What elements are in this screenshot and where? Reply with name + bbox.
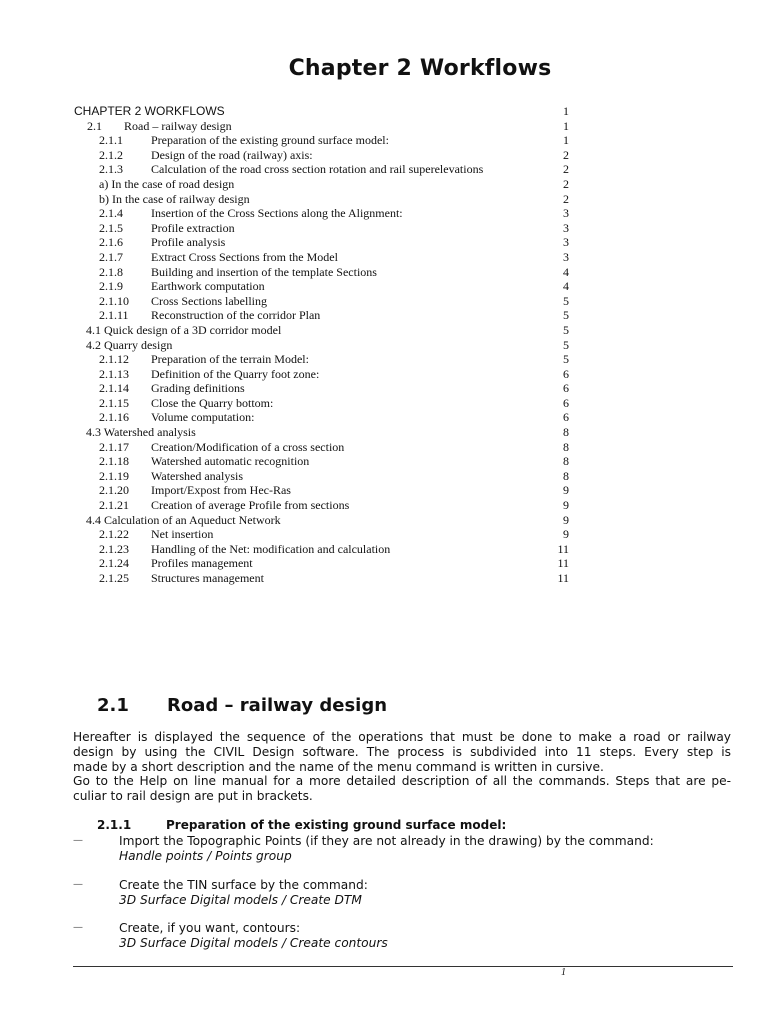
toc-entry-page: 1: [563, 118, 569, 133]
toc-entry-page: 5: [563, 352, 569, 367]
step-item: [73, 834, 733, 863]
toc-entry-title: Reconstruction of the corridor Plan: [151, 308, 321, 323]
subsection-heading: [97, 818, 506, 832]
toc-entry-title: Definition of the Quarry foot zone:: [151, 366, 320, 381]
toc-entry-number: 2.1.16: [99, 410, 129, 425]
toc-entry-page: 11: [557, 571, 569, 585]
toc-entry-page: 11: [557, 556, 569, 571]
toc-entry-number: 2.1.4: [99, 206, 123, 221]
toc-entry-page: 5: [563, 322, 569, 337]
toc-entry-title: Close the Quarry bottom:: [151, 395, 274, 410]
toc-entry-title: a) In the case of road design: [99, 176, 235, 191]
dash-bullet: —: [73, 835, 83, 846]
toc-entry-title: Watershed analysis: [151, 468, 244, 483]
toc-entry-number: 2.1.2: [99, 147, 123, 162]
toc-entry[interactable]: [0, 396, 768, 411]
toc-entry-title: Design of the road (railway) axis:: [151, 147, 313, 162]
toc-entry[interactable]: [0, 498, 768, 513]
toc-entry-page: 8: [563, 425, 569, 440]
toc-entry[interactable]: [0, 469, 768, 484]
toc-entry-page: 9: [563, 512, 569, 527]
toc-entry-title: b) In the case of railway design: [99, 191, 250, 206]
step-text: Create, if you want, contours:: [119, 921, 301, 935]
toc-entry-number: 2.1.10: [99, 293, 129, 308]
toc-entry-title: 4.1 Quick design of a 3D corridor model: [86, 322, 282, 337]
intro-line: Go to the Help on line manual for a more detailed description of all the commands. Steps that are pe-: [73, 774, 731, 789]
toc-entry-title: Insertion of the Cross Sections along the Alignment:: [151, 206, 403, 221]
toc-entry[interactable]: [0, 338, 768, 353]
toc-entry-page: 3: [563, 220, 569, 235]
toc-entry-number: 2.1.17: [99, 439, 129, 454]
toc-entry-page: 5: [563, 308, 569, 323]
toc-entry-title: Road – railway design: [124, 118, 232, 133]
intro-line: culiar to rail design are put in brackets.: [73, 789, 313, 804]
toc-entry-page: 5: [563, 337, 569, 352]
toc-entry-title: Building and insertion of the template Sections: [151, 264, 377, 279]
toc-entry[interactable]: [0, 352, 768, 367]
toc-entry-page: 3: [563, 235, 569, 250]
toc-entry-number: 2.1.13: [99, 366, 129, 381]
toc-entry[interactable]: [0, 513, 768, 528]
toc-entry-number: 2.1.20: [99, 483, 129, 498]
toc-entry-page: 1: [563, 104, 569, 118]
table-of-contents: [0, 104, 768, 586]
toc-entry[interactable]: [0, 381, 768, 396]
toc-entry[interactable]: [0, 542, 768, 557]
section-title: Road – railway design: [167, 695, 388, 716]
section-heading: [97, 695, 387, 716]
toc-entry-title: Calculation of the road cross section rotation and rail superelevations: [151, 162, 484, 177]
toc-entry-page: 5: [563, 293, 569, 308]
toc-entry-title: Import/Expost from Hec-Ras: [151, 483, 291, 498]
dash-bullet: —: [73, 879, 83, 890]
step-text: Import the Topographic Points (if they are not already in the drawing) by the command:: [119, 834, 654, 848]
page-number: 1: [561, 967, 566, 978]
toc-entry-number: 2.1.9: [99, 279, 123, 294]
toc-entry[interactable]: [0, 279, 768, 294]
intro-line: design by using the CIVIL Design software. The process is subdivided into 11 steps. Every step is: [73, 744, 731, 759]
toc-entry-title: 4.4 Calculation of an Aqueduct Network: [86, 512, 281, 527]
toc-entry-title: Handling of the Net: modification and calculation: [151, 541, 391, 556]
toc-entry-number: 2.1.3: [99, 162, 123, 177]
step-command: Handle points / Points group: [119, 848, 292, 863]
toc-entry[interactable]: [0, 556, 768, 571]
toc-entry-number: 2.1.22: [99, 527, 129, 542]
toc-entry-title: Volume computation:: [151, 410, 255, 425]
step-item: [73, 878, 733, 907]
toc-entry[interactable]: [0, 294, 768, 309]
toc-entry-page: 8: [563, 468, 569, 483]
toc-entry-page: 9: [563, 527, 569, 542]
toc-entry[interactable]: [0, 104, 768, 119]
toc-entry-page: 4: [563, 264, 569, 279]
toc-entry[interactable]: [0, 410, 768, 425]
toc-entry-number: 2.1.25: [99, 571, 129, 585]
toc-entry-page: 9: [563, 483, 569, 498]
toc-entry-number: 2.1.15: [99, 395, 129, 410]
toc-entry[interactable]: [0, 265, 768, 280]
toc-entry-title: 4.3 Watershed analysis: [86, 425, 196, 440]
toc-entry-title: Watershed automatic recognition: [151, 454, 310, 469]
toc-entry[interactable]: [0, 221, 768, 236]
toc-entry-number: 2.1.19: [99, 468, 129, 483]
step-command: 3D Surface Digital models / Create contours: [119, 935, 388, 950]
toc-entry[interactable]: [0, 454, 768, 469]
subsection-number: 2.1.1: [97, 818, 132, 832]
toc-entry-title: 4.2 Quarry design: [86, 337, 173, 352]
toc-entry-page: 6: [563, 366, 569, 381]
section-number: 2.1: [97, 695, 129, 716]
toc-entry-page: 9: [563, 498, 569, 513]
toc-entry-title: Preparation of the existing ground surface model:: [151, 133, 389, 148]
toc-entry-page: 8: [563, 439, 569, 454]
chapter-title: Chapter 2 Workflows: [288, 56, 552, 81]
toc-entry[interactable]: [0, 133, 768, 148]
toc-entry-page: 2: [563, 191, 569, 206]
toc-entry-page: 3: [563, 206, 569, 221]
toc-entry[interactable]: [0, 323, 768, 338]
step-command: 3D Surface Digital models / Create DTM: [119, 892, 362, 907]
toc-entry[interactable]: [0, 440, 768, 455]
toc-entry-number: 2.1.18: [99, 454, 129, 469]
toc-entry-number: 2.1.5: [99, 220, 123, 235]
toc-entry[interactable]: [0, 527, 768, 542]
intro-line: made by a short description and the name of the menu command is written in cursive.: [73, 759, 604, 774]
toc-entry[interactable]: [0, 367, 768, 382]
toc-entry[interactable]: [0, 148, 768, 163]
toc-entry-title: Grading definitions: [151, 381, 245, 396]
toc-entry[interactable]: [0, 308, 768, 323]
toc-entry-page: 2: [563, 176, 569, 191]
toc-entry-page: 8: [563, 454, 569, 469]
toc-entry[interactable]: [0, 483, 768, 498]
toc-entry-number: 2.1.14: [99, 381, 129, 396]
toc-entry-title: Profile analysis: [151, 235, 226, 250]
toc-entry-number: 2.1.8: [99, 264, 123, 279]
toc-entry-page: 3: [563, 249, 569, 264]
toc-entry[interactable]: [0, 177, 768, 192]
toc-entry-number: 2.1.7: [99, 249, 123, 264]
toc-entry-title: Structures management: [151, 571, 264, 585]
toc-entry-title: Net insertion: [151, 527, 214, 542]
toc-entry-page: 6: [563, 395, 569, 410]
toc-entry-title: Profiles management: [151, 556, 253, 571]
dash-bullet: —: [73, 922, 83, 933]
toc-entry[interactable]: [0, 119, 768, 134]
toc-entry-page: 1: [563, 133, 569, 148]
toc-entry-title: Creation/Modification of a cross section: [151, 439, 345, 454]
toc-entry-number: 2.1.24: [99, 556, 129, 571]
toc-entry[interactable]: [0, 162, 768, 177]
step-text: Create the TIN surface by the command:: [119, 878, 368, 892]
intro-line: Hereafter is displayed the sequence of the operations that must be done to make a road or railway: [73, 730, 731, 744]
toc-entry-page: 6: [563, 381, 569, 396]
toc-entry[interactable]: [0, 250, 768, 265]
toc-entry-title: Extract Cross Sections from the Model: [151, 249, 338, 264]
subsection-title: Preparation of the existing ground surface model:: [166, 818, 507, 832]
footer-rule: [73, 966, 733, 967]
toc-entry-title: Preparation of the terrain Model:: [151, 352, 309, 367]
toc-entry-title: CHAPTER 2 WORKFLOWS: [74, 104, 225, 118]
toc-entry[interactable]: [0, 192, 768, 207]
toc-entry-page: 11: [557, 541, 569, 556]
toc-entry-title: Profile extraction: [151, 220, 235, 235]
section-intro: [73, 730, 731, 804]
toc-entry[interactable]: [0, 235, 768, 250]
toc-entry-page: 2: [563, 147, 569, 162]
toc-entry-number: 2.1: [87, 118, 102, 133]
toc-entry-number: 2.1.12: [99, 352, 129, 367]
step-item: [73, 921, 733, 950]
toc-entry[interactable]: [0, 206, 768, 221]
toc-entry[interactable]: [0, 425, 768, 440]
toc-entry-number: 2.1.21: [99, 498, 129, 513]
toc-entry-page: 6: [563, 410, 569, 425]
toc-entry-number: 2.1.23: [99, 541, 129, 556]
toc-entry-title: Earthwork computation: [151, 279, 265, 294]
toc-entry[interactable]: [0, 571, 768, 586]
toc-entry-number: 2.1.11: [99, 308, 129, 323]
toc-entry-title: Creation of average Profile from sections: [151, 498, 350, 513]
toc-entry-number: 2.1.1: [99, 133, 123, 148]
toc-entry-page: 2: [563, 162, 569, 177]
toc-entry-title: Cross Sections labelling: [151, 293, 267, 308]
toc-entry-number: 2.1.6: [99, 235, 123, 250]
toc-entry-page: 4: [563, 279, 569, 294]
